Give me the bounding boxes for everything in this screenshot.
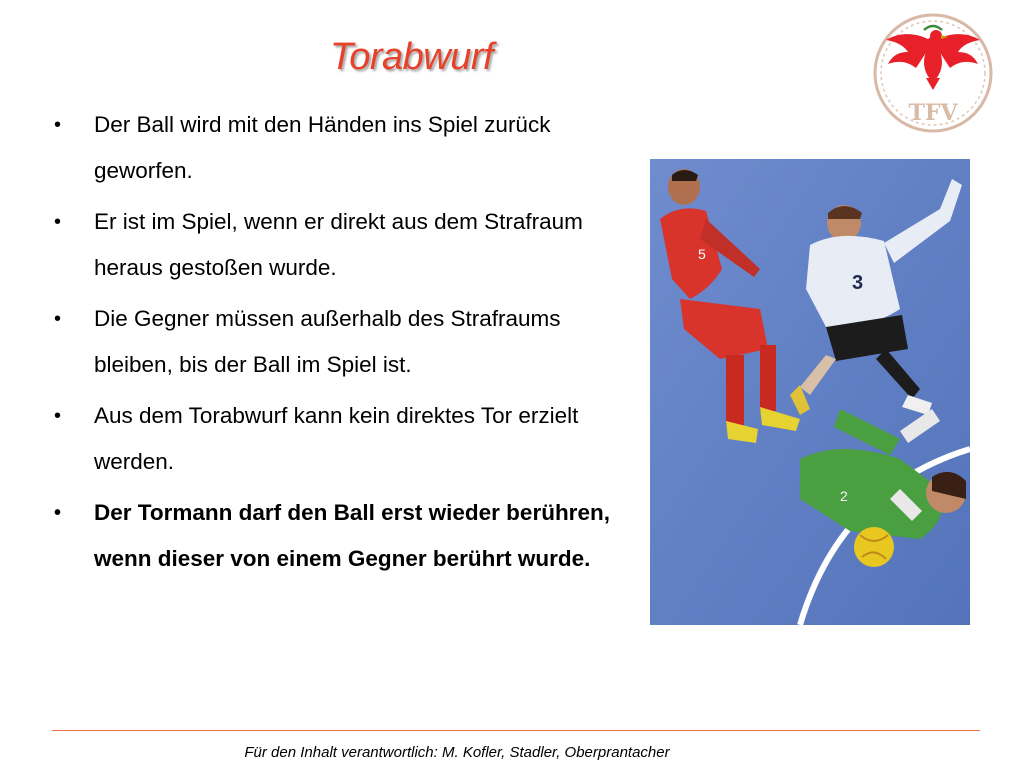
footer-divider bbox=[52, 730, 980, 731]
bullet-item bbox=[52, 393, 632, 485]
bullet-marker: • bbox=[54, 211, 62, 233]
bullet-text: Der Ball wird mit den Händen ins Spiel zurück geworfen. bbox=[94, 112, 551, 183]
bullet-marker: • bbox=[54, 502, 62, 524]
bullet-text: Aus dem Torabwurf kann kein direktes Tor erzielt werden. bbox=[94, 403, 579, 474]
slide-title: Torabwurf bbox=[330, 36, 494, 78]
bullet-marker: • bbox=[54, 308, 62, 330]
bullet-marker: • bbox=[54, 114, 62, 136]
bullet-item bbox=[52, 296, 632, 388]
bullet-text: Der Tormann darf den Ball erst wieder berühren, wenn dieser von einem Gegner berührt wurde. bbox=[94, 500, 610, 571]
footer-credit: Für den Inhalt verantwortlich: M. Kofler, Stadler, Oberprantacher bbox=[244, 744, 670, 761]
bullet-marker: • bbox=[54, 405, 62, 427]
bullet-item bbox=[52, 199, 632, 291]
bullet-item-emphasized bbox=[52, 490, 632, 582]
logo-lettering: TFV bbox=[908, 100, 958, 126]
ball bbox=[854, 527, 894, 567]
tfv-eagle-logo-icon bbox=[872, 12, 994, 134]
goalkeeper-number: 2 bbox=[840, 488, 848, 504]
bullet-text: Die Gegner müssen außerhalb des Strafraums bleiben, bis der Ball im Spiel ist. bbox=[94, 306, 561, 377]
bullet-item bbox=[52, 102, 632, 194]
bullet-list bbox=[52, 102, 632, 587]
white-player-number: 3 bbox=[852, 272, 864, 294]
red-player-number: 5 bbox=[698, 246, 706, 262]
bullet-text: Er ist im Spiel, wenn er direkt aus dem Strafraum heraus gestoßen wurde. bbox=[94, 209, 583, 280]
futsal-photo bbox=[650, 159, 970, 625]
